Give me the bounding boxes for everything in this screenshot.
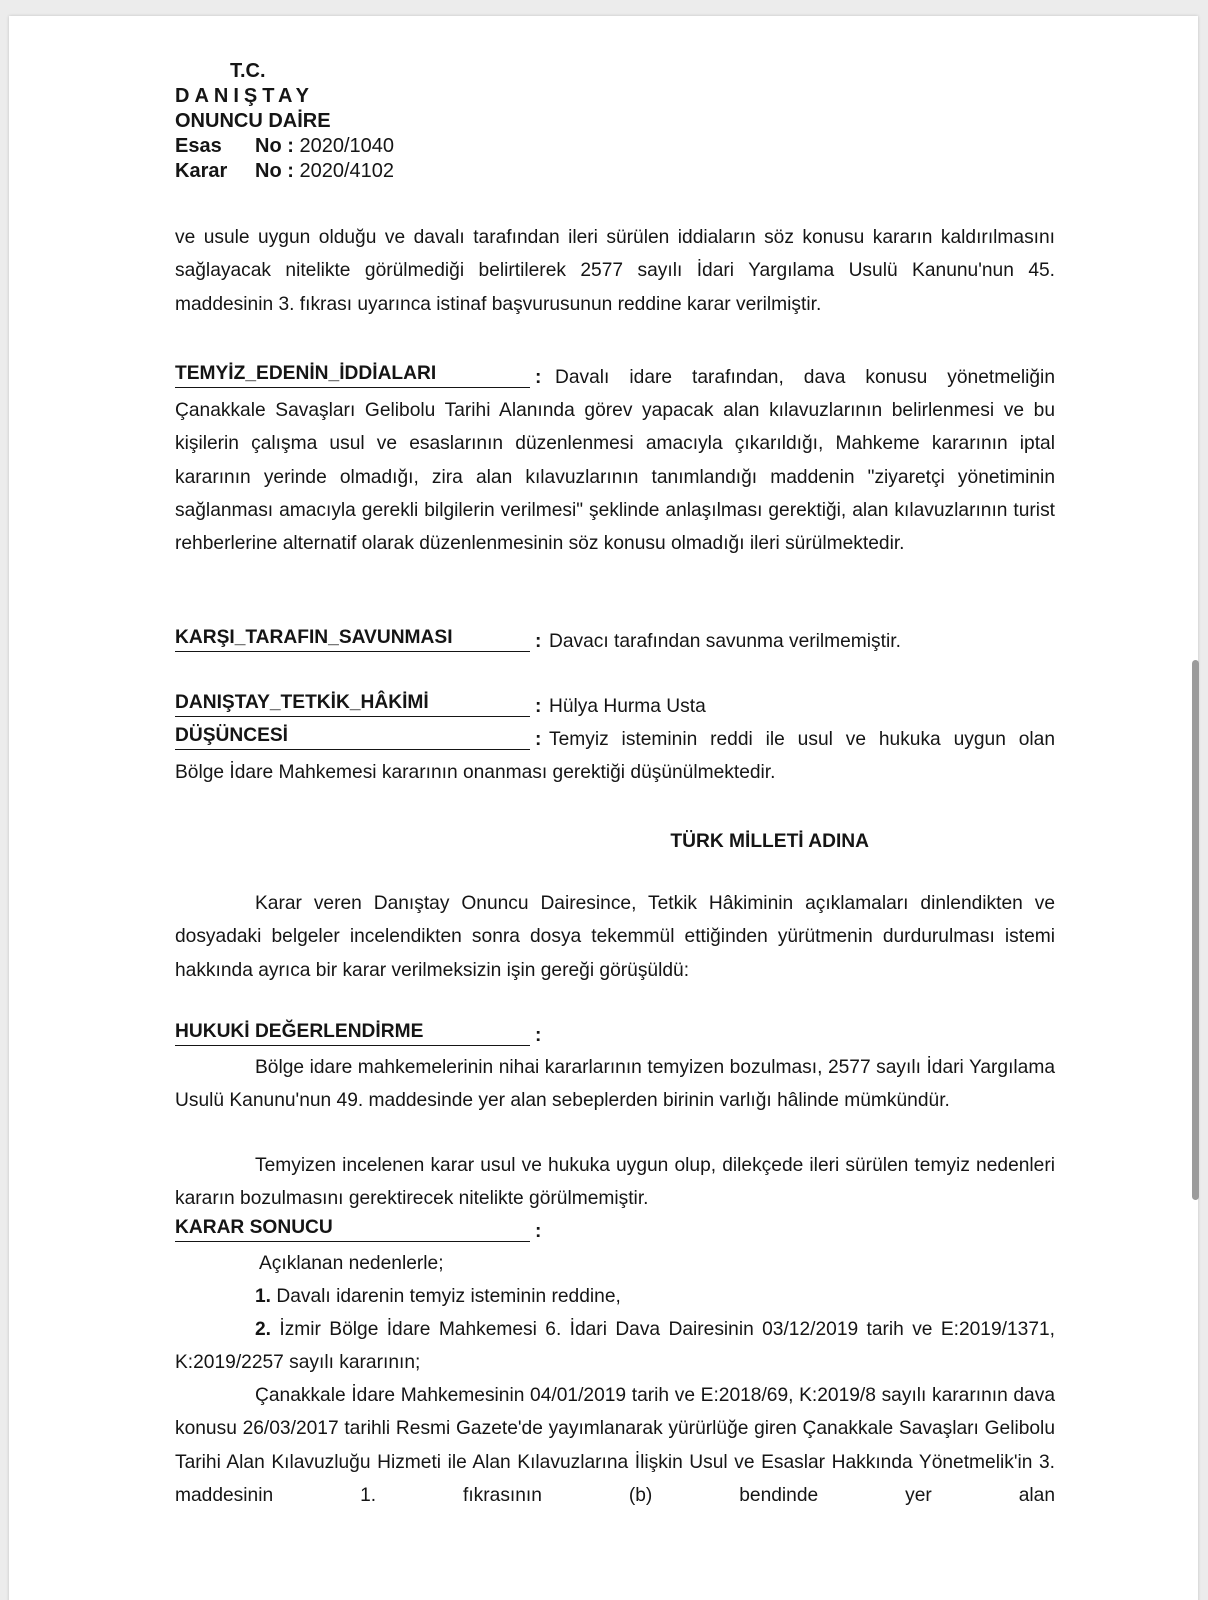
hukuki-label: HUKUKİ DEĞERLENDİRME: [175, 1019, 530, 1046]
savunma-value: Davacı tarafından savunma verilmemiştir.: [549, 631, 901, 652]
karar-label: Karar: [175, 160, 228, 182]
savunma-colon: :: [535, 631, 542, 652]
dusunce-first-line: Temyiz isteminin reddi ile usul ve hukuka uygun olan: [549, 729, 1055, 750]
temyiz-label: TEMYİZ_EDENİN_İDDİALARI: [175, 361, 530, 388]
karar-sonucu-colon: :: [535, 1221, 542, 1242]
hukuki-section-header: [175, 1019, 1055, 1052]
hukuki-colon: :: [535, 1025, 542, 1046]
document-page: [9, 16, 1198, 1600]
karar-item-1-text: Davalı idarenin temyiz isteminin reddine,: [276, 1286, 621, 1307]
karar-no-label: No :: [255, 160, 294, 182]
karar-item-2: [175, 1313, 1055, 1380]
dusunce-colon: :: [535, 729, 542, 750]
esas-row: [175, 133, 394, 159]
karar-item-2-num: 2.: [255, 1319, 272, 1340]
esas-value: 2020/1040: [299, 135, 394, 157]
hakim-colon: :: [535, 696, 542, 717]
hukuki-paragraph-1: Bölge idare mahkemelerinin nihai kararlarının temyizen bozulması, 2577 sayılı İdari Yargılama Usulü Kanunu'nun 49. maddesinde yer alan sebeplerden birinin varlığı hâlinde mümkündür.: [175, 1057, 1055, 1112]
court-heading: DANIŞTAY: [175, 85, 314, 107]
hakim-value: Hülya Hurma Usta: [549, 696, 706, 717]
hakim-label: DANIŞTAY_TETKİK_HÂKİMİ: [175, 690, 530, 717]
karar-item-1: [255, 1280, 1055, 1313]
deliberation-paragraph: Karar veren Danıştay Onuncu Dairesince, Tetkik Hâkiminin açıklamaları dinlendikten ve dosyadaki belgeler incelendikten sonra dosya tekemmül ettiğinden yürütmenin durdurulması istemi hakkında ayrıca bir karar verilmeksizin işin gereği görüşüldü:: [175, 893, 1055, 981]
temyiz-section-header: [175, 361, 1055, 394]
dusunce-label: DÜŞÜNCESİ: [175, 723, 530, 750]
chamber-heading: ONUNCU DAİRE: [175, 110, 331, 132]
hukuki-paragraph-2: Temyizen incelenen karar usul ve hukuka uygun olup, dilekçede ileri sürülen temyiz nedenleri kararın bozulmasını gerektirecek nitelikte görülmemiştir.: [175, 1155, 1055, 1210]
savunma-label: KARŞI_TARAFIN_SAVUNMASI: [175, 625, 530, 652]
savunma-section: [175, 625, 1055, 658]
karar-sonucu-header: [175, 1215, 1055, 1248]
tc-heading: T.C.: [230, 60, 266, 82]
karar-item-1-num: 1.: [255, 1286, 272, 1307]
dusunce-section: [175, 723, 1055, 756]
hakim-section: [175, 690, 1055, 723]
intro-paragraph: ve usule uygun olduğu ve davalı tarafından ileri sürülen iddiaların söz konusu kararın kaldırılmasını sağlayacak nitelikte görülmediği belirtilerek 2577 sayılı İdari Yargılama Usulü Kanunu'nun 45. maddesinin 3. fıkrası uyarınca istinaf başvurusunun reddine karar verilmiştir.: [175, 227, 1055, 315]
karar-value: 2020/4102: [299, 160, 394, 182]
karar-intro: Açıklanan nedenlerle;: [259, 1253, 444, 1274]
temyiz-first-line: Davalı idare tarafından, dava konusu yönetmeliğin: [555, 367, 1055, 388]
karar-item-2-text: İzmir Bölge İdare Mahkemesi 6. İdari Dava Dairesinin 03/12/2019 tarih ve E:2019/1371, K:2019/2257 sayılı kararının;: [175, 1319, 1055, 1374]
esas-no-label: No :: [255, 135, 294, 157]
temyiz-body: Çanakkale Savaşları Gelibolu Tarihi Alanında görev yapacak alan kılavuzlarının belirlenmesi ve bu kişilerin çalışma usul ve esaslarının düzenlenmesi amacıyla çıkarıldığı, Mahkeme kararının iptal kararının yerinde olmadığı, zira alan kılavuzlarının tanımlandığı maddenin "ziyaretçi yönetiminin sağlanması amacıyla gerekli bilgilerin verilmesi" şeklinde anlaşılması gerektiği, alan kılavuzlarının turist rehberlerine alternatif olarak düzenlenmesinin söz konusu olmadığı ileri sürülmektedir.: [175, 400, 1055, 555]
esas-label: Esas: [175, 135, 222, 157]
karar-item-2-continuation: Çanakkale İdare Mahkemesinin 04/01/2019 tarih ve E:2018/69, K:2019/8 sayılı kararının dava konusu 26/03/2017 tarihli Resmi Gazete'de yayımlanarak yürürlüğe giren Çanakkale Savaşları Gelibolu Tarihi Alan Kılavuzluğu Hizmeti ile Alan Kılavuzlarına İlişkin Usul ve Esaslar Hakkında Yönetmelik'in 3. maddesinin 1. fıkrasının (b) bendinde yer alan: [175, 1385, 1055, 1506]
nation-title: TÜRK MİLLETİ ADINA: [670, 831, 869, 852]
temyiz-colon: :: [535, 367, 542, 388]
karar-sonucu-label: KARAR SONUCU: [175, 1215, 530, 1242]
karar-row: [175, 158, 394, 184]
vertical-scrollbar[interactable]: [1192, 660, 1199, 1200]
dusunce-rest: Bölge İdare Mahkemesi kararının onanması gerektiği düşünülmektedir.: [175, 762, 776, 783]
